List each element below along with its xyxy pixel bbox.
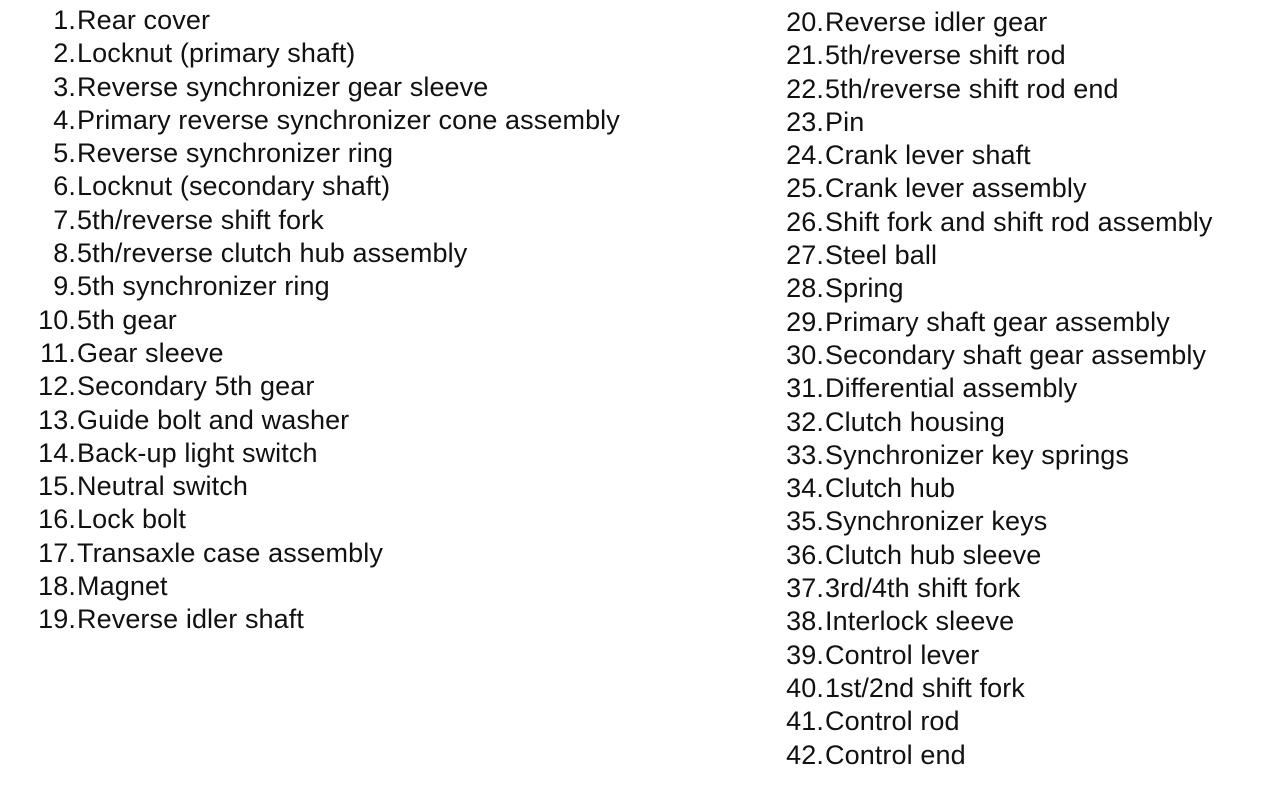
part-number: 14. (38, 437, 76, 468)
part-name: 1st/2nd shift fork (825, 672, 1025, 703)
part-name: Control end (825, 739, 966, 770)
part-item (776, 206, 1276, 239)
part-item (776, 172, 1276, 205)
part-item (776, 239, 1276, 272)
part-item (30, 170, 730, 203)
part-item (776, 572, 1276, 605)
part-item (30, 470, 730, 503)
part-name: 5th synchronizer ring (77, 271, 330, 302)
part-item (30, 537, 730, 570)
part-item (30, 603, 730, 636)
parts-list-left-column (30, 4, 730, 637)
part-number: 33. (786, 439, 824, 470)
part-name: Locknut (secondary shaft) (77, 171, 391, 202)
part-name: Crank lever shaft (825, 140, 1031, 171)
part-item (776, 605, 1276, 638)
part-name: 3rd/4th shift fork (825, 573, 1021, 604)
part-name: Steel ball (825, 240, 938, 271)
part-name: Gear sleeve (77, 337, 224, 368)
part-number: 31. (786, 373, 824, 404)
part-item (30, 503, 730, 536)
part-number: 12. (38, 371, 76, 402)
part-number: 18. (38, 571, 76, 602)
part-number: 1. (53, 5, 76, 35)
part-number: 37. (786, 573, 824, 604)
part-item (30, 37, 730, 70)
part-number: 19. (38, 604, 76, 635)
part-item (776, 505, 1276, 538)
part-item (776, 39, 1276, 72)
part-name: Reverse idler shaft (77, 604, 304, 635)
part-number: 42. (786, 739, 824, 770)
part-name: Back-up light switch (77, 437, 318, 468)
part-number: 9. (53, 271, 76, 302)
part-name: Pin (825, 106, 865, 137)
part-number: 16. (38, 504, 76, 535)
part-item (776, 672, 1276, 705)
part-number: 25. (786, 173, 824, 204)
part-number: 35. (786, 506, 824, 537)
part-number: 30. (786, 339, 824, 370)
part-number: 21. (786, 40, 824, 71)
part-number: 28. (786, 273, 824, 304)
part-item (776, 306, 1276, 339)
part-number: 7. (53, 204, 76, 235)
part-item (776, 439, 1276, 472)
part-item (776, 139, 1276, 172)
part-number: 8. (53, 238, 76, 269)
part-name: Rear cover (77, 5, 211, 35)
part-item (30, 237, 730, 270)
part-name: 5th gear (77, 304, 177, 335)
part-item (776, 705, 1276, 738)
part-name: Differential assembly (825, 373, 1078, 404)
part-number: 4. (53, 104, 76, 135)
part-name: 5th/reverse clutch hub assembly (77, 238, 468, 269)
part-name: Shift fork and shift rod assembly (825, 206, 1213, 237)
part-item (30, 337, 730, 370)
part-item (776, 272, 1276, 305)
part-number: 41. (786, 706, 824, 737)
part-name: Primary reverse synchronizer cone assembly (77, 104, 620, 135)
part-number: 3. (53, 71, 76, 102)
part-number: 36. (786, 539, 824, 570)
part-name: Clutch hub (825, 473, 956, 504)
part-name: Interlock sleeve (825, 606, 1015, 637)
part-name: Synchronizer keys (825, 506, 1048, 537)
part-item (776, 106, 1276, 139)
part-name: Neutral switch (77, 471, 248, 502)
part-item (30, 570, 730, 603)
part-name: Reverse synchronizer gear sleeve (77, 71, 489, 102)
part-item (776, 6, 1276, 39)
part-name: Clutch hub sleeve (825, 539, 1042, 570)
part-item (776, 472, 1276, 505)
part-number: 5. (53, 138, 76, 169)
part-name: Control lever (825, 639, 980, 670)
part-number: 34. (786, 473, 824, 504)
part-item (30, 404, 730, 437)
part-name: 5th/reverse shift rod end (825, 73, 1119, 104)
part-name: Lock bolt (77, 504, 186, 535)
part-number: 29. (786, 306, 824, 337)
part-number: 23. (786, 106, 824, 137)
part-item (776, 372, 1276, 405)
part-item (30, 370, 730, 403)
part-name: Reverse synchronizer ring (77, 138, 394, 169)
part-number: 2. (53, 38, 76, 69)
part-number: 27. (786, 240, 824, 271)
part-name: Reverse idler gear (825, 7, 1048, 37)
part-name: Clutch housing (825, 406, 1006, 437)
part-number: 6. (53, 171, 76, 202)
part-number: 17. (38, 537, 76, 568)
part-name: 5th/reverse shift fork (77, 204, 324, 235)
part-item (30, 304, 730, 337)
part-number: 26. (786, 206, 824, 237)
part-item (776, 539, 1276, 572)
part-name: Locknut (primary shaft) (77, 38, 356, 69)
part-item (30, 270, 730, 303)
part-number: 39. (786, 639, 824, 670)
part-number: 24. (786, 140, 824, 171)
part-number: 32. (786, 406, 824, 437)
part-number: 38. (786, 606, 824, 637)
part-name: Transaxle case assembly (77, 537, 383, 568)
part-item (30, 71, 730, 104)
part-name: 5th/reverse shift rod (825, 40, 1066, 71)
part-name: Synchronizer key springs (825, 439, 1130, 470)
part-name: Spring (825, 273, 904, 304)
part-item (776, 406, 1276, 439)
part-name: Crank lever assembly (825, 173, 1087, 204)
part-item (776, 739, 1276, 772)
part-number: 22. (786, 73, 824, 104)
part-name: Secondary shaft gear assembly (825, 339, 1207, 370)
part-number: 40. (786, 672, 824, 703)
part-item (776, 73, 1276, 106)
part-item (30, 437, 730, 470)
part-name: Primary shaft gear assembly (825, 306, 1170, 337)
part-name: Control rod (825, 706, 960, 737)
part-item (30, 104, 730, 137)
part-name: Secondary 5th gear (77, 371, 315, 402)
part-name: Guide bolt and washer (77, 404, 350, 435)
part-item (30, 204, 730, 237)
part-name: Magnet (77, 571, 168, 602)
part-number: 10. (38, 304, 76, 335)
part-item (30, 4, 730, 37)
part-item (30, 137, 730, 170)
part-number: 13. (38, 404, 76, 435)
part-number: 11. (40, 337, 76, 368)
part-item (776, 339, 1276, 372)
part-number: 15. (38, 471, 76, 502)
part-item (776, 639, 1276, 672)
part-number: 20. (786, 7, 824, 37)
parts-list-right-column (776, 6, 1276, 772)
